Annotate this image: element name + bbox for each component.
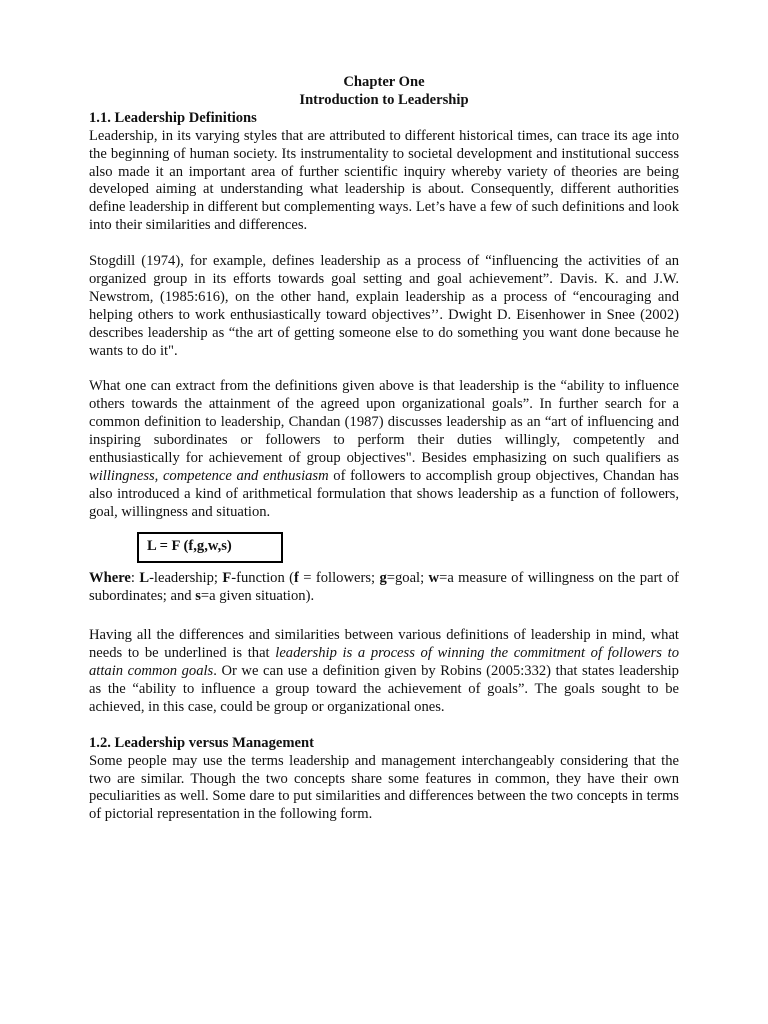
document-page <box>89 74 679 824</box>
section-1-heading: 1.1. Leadership Definitions <box>89 109 257 126</box>
section-1-paragraph-1: Leadership, in its varying styles that are attributed to different historical times, can trace its age into the beginning of human society. Its instrumentality to societal development and institutional success also made it an important area of further scientific inquiry whereby variety of theories are being developed aiming at understanding what leadership is about. Consequently, different authorities define leadership in different but complementing ways. Let’s have a few of such definitions and look into their similarities and differences. <box>89 127 679 234</box>
legend-text: = followers; <box>298 569 380 586</box>
leadership-formula-box: L = F (f,g,w,s) <box>137 532 283 563</box>
legend-symbol-g: g <box>379 569 387 586</box>
paragraph-3-text-a: What one can extract from the definitions given above is that leadership is the “ability to influence others towards the attainment of the agreed upon organizational goals”. In further search for a common definition to leadership, Chandan (1987) discusses leadership as an “art of influencing and inspiring subordinates or followers to perform their duties willingly, competently and enthusiastically for achievement of group objectives". Besides emphasizing on such qualifiers as <box>89 378 679 466</box>
paragraph-3-italic-qualifiers: willingness, competence and enthusiasm <box>89 467 329 484</box>
section-2-heading: 1.2. Leadership versus Management <box>89 734 314 751</box>
formula-legend <box>89 570 679 606</box>
legend-symbol-w: w <box>428 569 440 586</box>
paragraph-gap <box>89 605 679 623</box>
paragraph-4-text-b: . Or we can use a definition given by Robins (2005:332) that states leadership as the “ability to influence a group toward the achievement of goals”. The goals sought to be achieved, in this case, could be group or organizational ones. <box>89 663 679 715</box>
chapter-title: Chapter One <box>343 74 425 90</box>
legend-symbol-l: L <box>139 569 150 586</box>
paragraph-gap <box>89 235 679 253</box>
paragraph-4-italic-definition: leadership is a process of winning the commitment of followers to attain common goals <box>89 645 679 680</box>
legend-text: -leadership; <box>149 569 223 586</box>
section-1-paragraph-2: Stogdill (1974), for example, defines leadership as a process of “influencing the activities of an organized group in its efforts towards goal setting and goal achievement”. Davis. K. and J.W. Newstrom, (1985:616), on the other hand, explain leadership as a process of “encouraging and helping others to work enthusiastically toward objectives’’. Dwight D. Eisenhower in Snee (2002) describes leadership as “the art of getting someone else to do something you want done because he wants to do it". <box>89 253 679 359</box>
section-2-paragraph-1: Some people may use the terms leadership and management interchangeably considering that the two are similar. Though the two concepts share some features in common, they have their own peculiarities as well. Some dare to put similarities and differences between the two concepts in terms of pictorial representation in the following form. <box>89 752 679 823</box>
legend-symbol-f-upper: F <box>222 569 232 586</box>
chapter-subtitle: Introduction to Leadership <box>299 91 469 108</box>
legend-symbol-s: s <box>195 587 201 604</box>
paragraph-gap <box>89 360 679 378</box>
legend-text: =goal; <box>386 569 429 586</box>
legend-where-label: Where <box>89 569 131 586</box>
legend-text: =a given situation). <box>200 587 315 604</box>
paragraph-3-text-b: of followers to accomplish group objectives, Chandan has also introduced a kind of arithmetical formulation that shows leadership as a function of followers, goal, willingness and situation. <box>89 467 679 520</box>
section-1-paragraph-3 <box>89 378 679 521</box>
formula-container <box>89 522 679 570</box>
paragraph-gap <box>89 717 679 735</box>
legend-text: -function ( <box>231 569 295 586</box>
legend-text: =a measure of willingness on the part of subordinates; and <box>89 569 680 604</box>
legend-text: : <box>130 569 140 586</box>
legend-symbol-f: f <box>294 569 299 586</box>
section-1-paragraph-4 <box>89 627 679 717</box>
paragraph-4-text-a: Having all the differences and similarities between various definitions of leadership in mind, what needs to be underlined is that <box>89 627 679 662</box>
